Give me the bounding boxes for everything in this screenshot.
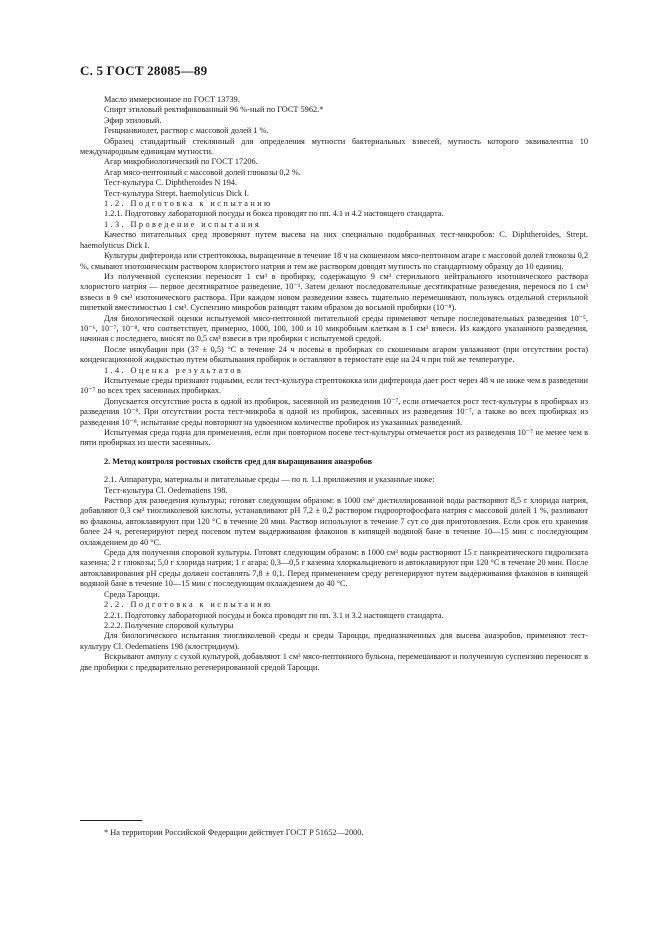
paragraph: Раствор для разведения культуры; готовят следующим образом: в 1000 см³ дистиллированной воды растворяют 8,5 г хлорида натрия, добавляют 0,3 см³ тиогликолевой кислоты, устанавливают pH 7,2 ± 0,2 раствором гидроортофосфата натрия с массовой долей 1 %, разливают во флаконы, автоклавируют при 120 °С в течение 20 мин. Раствор используют в течение 7 сут со дня приготовления. Если срок его хранения более 24 ч, регенерируют перед посевом путем выдерживания флаконов в кипящей водяной бане в течение 10—15 мин с последующим охлаждением до 40 °С. xyxy=(80,496,588,547)
section-heading: 1.2. Подготовка к испытанию xyxy=(104,199,273,209)
footnote: * На территории Российской Федерации действует ГОСТ Р 51652—2000. xyxy=(104,828,364,837)
paragraph: Для биологического испытания тиогликолевой среды и среды Тароцци, предназначенных для высева анаэробов, применяют тест-культуру Cl. Oedematiens 198 (клостридиум). xyxy=(80,631,588,651)
paragraph: Тест-культура Strept. haemolyticus Dick I. xyxy=(104,188,249,198)
paragraph: 1.2.1. Подготовку лабораторной посуды и бокса проводят по пп. 4.1 и 4.2 настоящего стандарта. xyxy=(104,209,444,219)
paragraph: Среда Тароцци. xyxy=(104,589,160,599)
paragraph: Спирт этиловый ректификованный 96 %-ный по ГОСТ 5962.* xyxy=(104,105,324,115)
section-heading: 2.2. Подготовка к испытанию xyxy=(104,600,273,610)
section-heading: 1.4. Оценка результатов xyxy=(104,365,244,375)
paragraph: Тест-культура C. Diphtheroides N 194. xyxy=(104,178,237,188)
paragraph: Эфир этиловый. xyxy=(104,115,162,125)
section-title: 2. Метод контроля ростовых свойств сред для выращивания анаэробов xyxy=(104,456,373,466)
paragraph: Образец стандартный стеклянный для определения мутности бактериальных взвесей, мутность которого эквивалентна 10 международным единицам мутности. xyxy=(80,136,588,157)
paragraph: Для биологической оценки испытуемой мясо-пептонной питательной среды применяют четыре последовательных разведения 10⁻⁵, 10⁻⁶, 10⁻⁷, 10⁻⁸, что соответствует, примерно, 1000, 100, 100 и 10 микробным клеткам в 1 см³ взвеси. Из каждого указанного разведения, начиная с последнего, вносят по 0,5 см³ взвеси в три пробирки с испытуемой средой. xyxy=(80,313,588,344)
section-heading: 1.3. Проведение испытания xyxy=(104,219,262,229)
paragraph: Допускается отсутствие роста в одной из пробирок, засеянной из разведения 10⁻⁷, если отмечается рост тест-культуры в пробирках из разведения 10⁻⁸. При отсутствии роста тест-микроба в одной из пробирок, засеянных из разведения 10⁻⁷, а также во всех пробирках из разведения 10⁻⁸, испытание среды повторяют на удвоенном количестве пробирок из указанных разведений. xyxy=(80,396,588,427)
paragraph: Среда для получения споровой культуры. Готовят следующим образом: в 1000 см³ воды растворяют 15 г панкреатического гидролизата казеина; 2 г глюкозы; 5,0 г хлорида натрия; 1 г агара; 0,3—0,5 г казеина хлоркальциевого и автоклавируют при 120 °С в течение 20 мин. После автоклавирования pH среды должен составлять 7,8 ± 0,1. Перед применением среду регенерируют путем выдерживания флаконов в кипящей водяной бане в течение 10—15 мин с последующим охлаждением до 40 °С. xyxy=(80,548,588,589)
page-header: С. 5 ГОСТ 28085—89 xyxy=(80,63,208,78)
footnote-divider xyxy=(80,820,142,821)
paragraph: 2.1. Аппаратура, материалы и питательные среды — по п. 1.1 приложения и указанные ниже: xyxy=(104,475,435,485)
paragraph: Агар мясо-пептонный с массовой долей глюкозы 0,2 %. xyxy=(104,167,301,177)
paragraph: 2.2.1. Подготовку лабораторной посуды и бокса проводят по пп. 3.1 и 3.2 настоящего стандарта. xyxy=(104,610,444,620)
paragraph: Испытуемые среды признают годными, если тест-культура стрептококка или дифтероида дает рост через 48 ч не ниже чем в разведении 10⁻⁷ во всех трех засеянных пробирках. xyxy=(80,375,588,396)
paragraph: После инкубации при (37 ± 0,5) °С в течение 24 ч посевы в пробирках со скошенным агаром увлажняют (при отсутствии роста) конденсационной жидкостью путем обкатывания пробирок и оставляют в термостате еще на 24 ч при той же температуре. xyxy=(80,344,588,365)
paragraph: Тест-культура Cl. Oedematiens 198. xyxy=(104,485,228,495)
paragraph: Вскрывают ампулу с сухой культурой, добавляют 1 см³ мясо-пептонного бульона, перемешивают и полученную суспензию переносят в две пробирки с предварительно регенерированной средой Тароцци. xyxy=(80,652,588,672)
paragraph: Генцианвиолет, раствор с массовой долей 1 %. xyxy=(104,126,269,136)
paragraph: Агар микробиологический по ГОСТ 17206. xyxy=(104,157,258,167)
paragraph: Из полученной суспензии переносят 1 см³ в пробирку, содержащую 9 см³ стерильного нейтрального изотонического раствора хлористого натрия — первое десятикратное разведение, 10⁻¹. Затем делают последовательные десятикратные разведения, перенося по 1 см³ взвеси в 9 см³ изотонического раствора. При каждом новом разведении взвесь тщательно перемешивают, пользуясь отдельной стерильной пипеткой вместимостью 1 см³. Суспензию микробов разводят таким образом до восьмой пробирки (10⁻⁸). xyxy=(80,271,588,313)
paragraph: 2.2.2. Получение споровой культуры xyxy=(104,620,234,630)
paragraph: Масло иммерсионное по ГОСТ 13739. xyxy=(104,95,240,104)
document-body xyxy=(80,95,588,673)
paragraph: Качество питательных сред проверяют путем высева на них специально подобранных тест-микробов: C. Diphtheroides, Strept. haemolyticus Dick I. xyxy=(80,230,588,250)
paragraph: Испытуемая среда годна для применения, если при повторном посеве тест-культуры отмечается рост из разведения 10⁻⁷ не менее чем в пяти пробирках из шести засеянных. xyxy=(80,428,588,448)
paragraph: Культуры дифтероида или стрептококка, выращенные в течение 18 ч на скошенном мясо-пептонном агаре с массовой долей глюкозы 0,2 %, смывают изотоническим раствором хлористого натрия и тем же раствором доводят мутность по стандартному образцу до 10 единиц. xyxy=(80,251,588,271)
